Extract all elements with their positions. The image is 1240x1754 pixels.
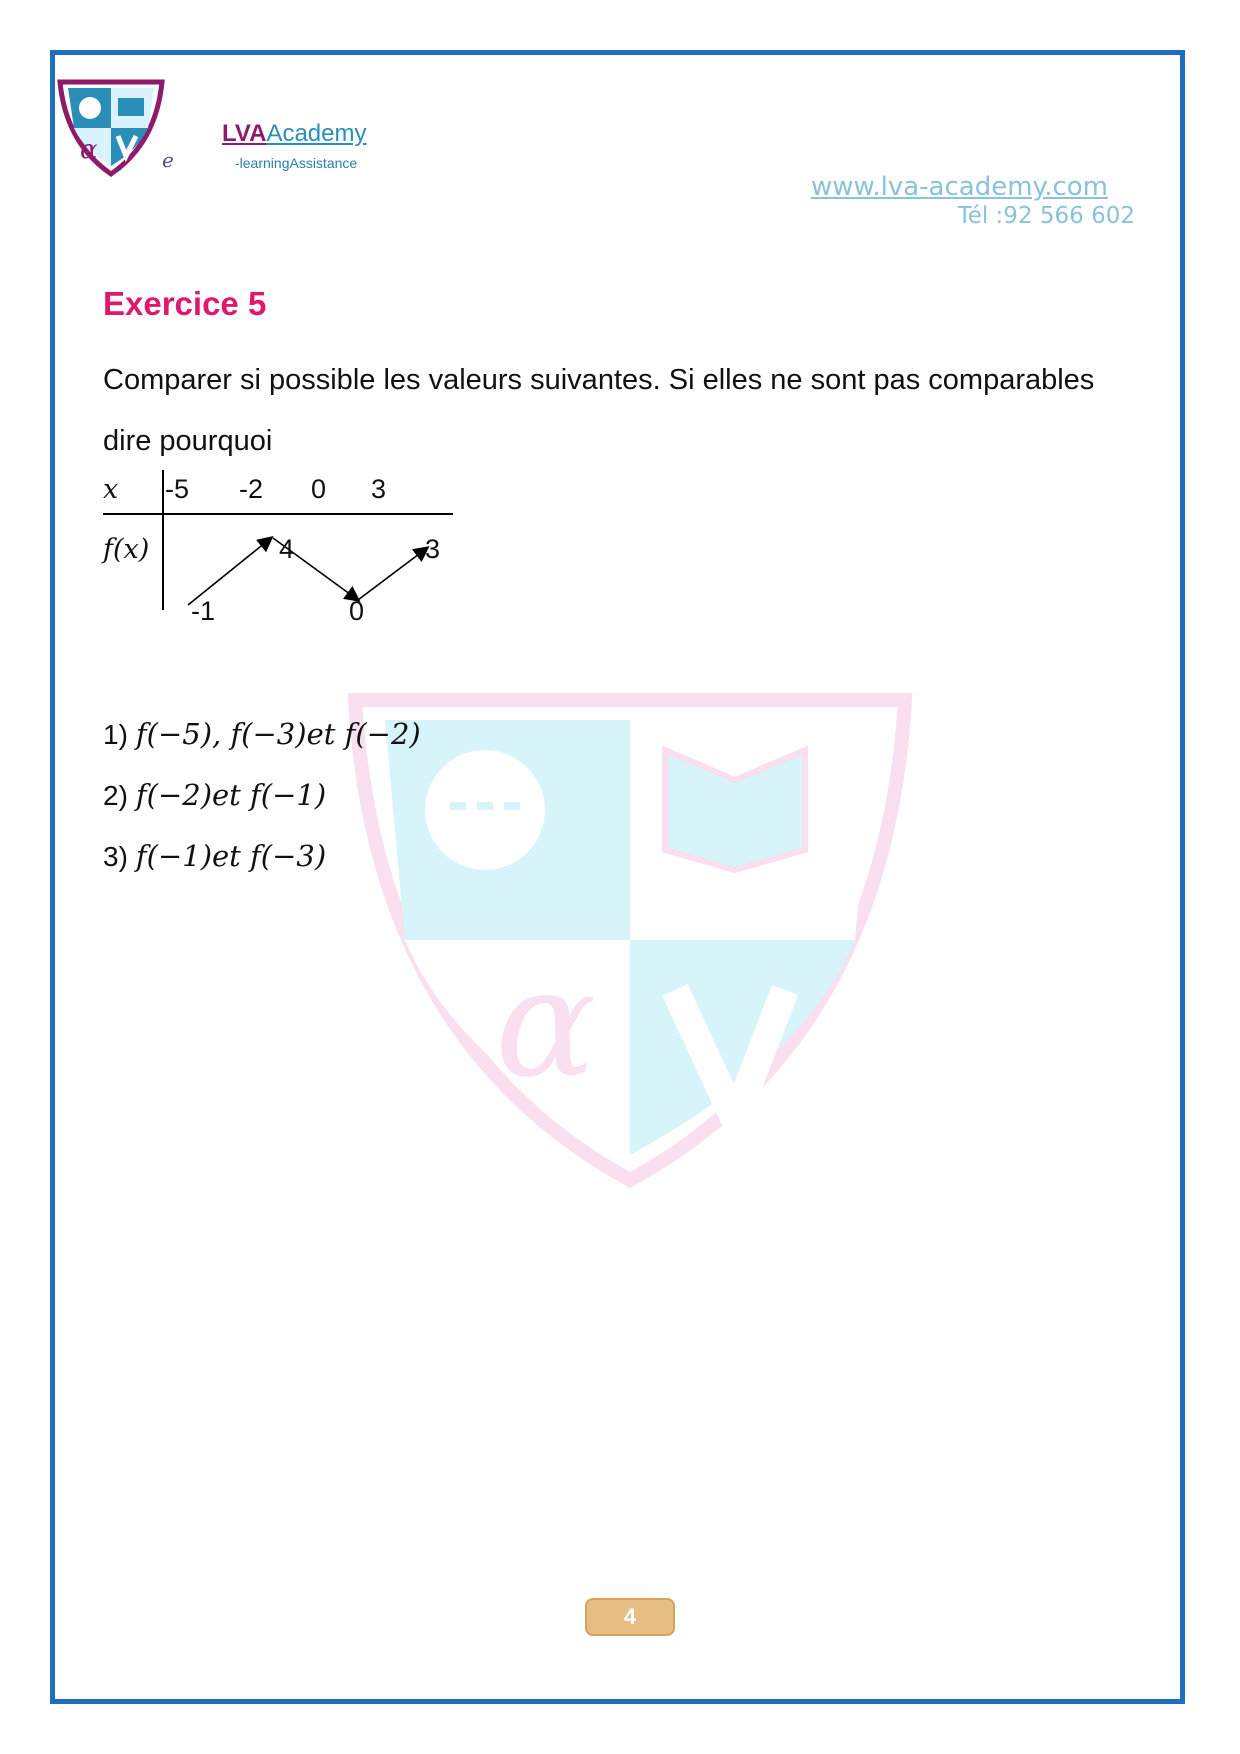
f-value: 3 [425,534,441,564]
x-value: -2 [239,474,264,504]
question-number: 2) [103,780,128,811]
watermark-shield-logo [345,690,915,1190]
question-number: 3) [103,841,128,872]
brand-tagline: -learningAssistance [235,155,358,171]
svg-text:α: α [80,135,98,165]
question-item [103,712,421,773]
exercise-title: Exercice 5 [103,285,267,322]
phone-number: Tél :92 566 602 [957,203,1135,229]
academy-shield-logo [56,78,166,178]
x-value: 3 [371,474,387,504]
fx-label: f(x) [103,534,150,565]
f-value: 4 [279,534,295,564]
svg-text:α: α [495,937,597,1111]
f-value: 0 [349,596,365,626]
logo-e-letter: e [162,148,174,172]
question-expression: f(−1)et f(−3) [135,839,327,873]
brand-academy: Academy [266,120,367,147]
x-value: -5 [165,474,190,504]
x-value: 0 [311,474,327,504]
x-label: x [103,474,119,505]
variation-table [103,470,463,630]
brand-lva: LVA [222,120,267,147]
question-item [103,773,421,834]
question-expression: f(−5), f(−3)et f(−2) [135,717,421,751]
arrow-increasing-1 [188,538,271,605]
question-item [103,834,421,895]
exercise-instruction: Comparer si possible les valeurs suivantes. Si elles ne sont pas comparables dire pourquoi [103,364,1095,457]
question-list [103,712,421,895]
question-number: 1) [103,719,128,750]
page-number-badge: 4 [585,1598,675,1636]
website-link[interactable]: www.lva-academy.com [810,172,1108,202]
brand-name[interactable] [222,120,366,148]
f-value: -1 [191,596,216,626]
question-expression: f(−2)et f(−1) [135,778,327,812]
arrow-increasing-2 [358,548,427,600]
